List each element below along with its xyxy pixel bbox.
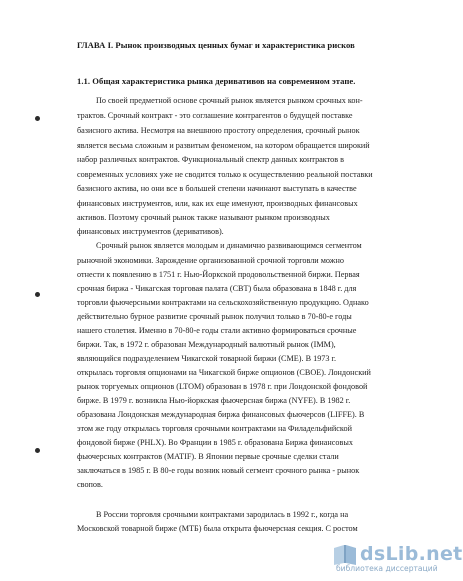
margin-dot-mark bbox=[35, 448, 40, 453]
text-line: Срочный рынок является молодым и динамично развивающимся сегментом bbox=[96, 241, 362, 250]
text-line: трактов. Срочный контракт - это соглашение контрагентов о будущей поставке bbox=[77, 111, 353, 120]
text-line: являющийся подразделением Чикагской товарной биржи (CME). В 1973 г. bbox=[77, 354, 337, 363]
text-line: По своей предметной основе срочный рынок является рынком срочных кон- bbox=[96, 96, 363, 105]
margin-dot-mark bbox=[35, 116, 40, 121]
text-line: фондовой бирже (PHLX). Во Франции в 1985 г. образована Биржа финансовых bbox=[77, 438, 353, 447]
text-line: бирже. В 1979 г. возникла Нью-йоркская фьючерсная биржа (NYFE). В 1982 г. bbox=[77, 396, 351, 405]
text-line: рыночной экономики. Зарождение организованной срочной торговли можно bbox=[77, 256, 344, 265]
watermark-site: dsLib.net bbox=[360, 543, 463, 565]
text-line: базисного актива. Несмотря на внешнюю простоту определения, срочный рынок bbox=[77, 126, 360, 135]
text-line: нашего столетия. Именно в 70-80-е годы стали активно формироваться срочные bbox=[77, 326, 357, 335]
text-line: современных условиях уже не сводится только к осуществлению реальной поставки bbox=[77, 170, 373, 179]
watermark bbox=[330, 541, 463, 575]
section-heading: 1.1. Общая характеристика рынка деривативов на современном этапе. bbox=[77, 76, 356, 86]
margin-dot-mark bbox=[35, 292, 40, 297]
text-line: биржи. Так, в 1972 г. образован Международный валютный рынок (IMM), bbox=[77, 340, 336, 349]
text-line: рынок торгуемых опционов (LTOM) образован в 1978 г. при Лондонской фондовой bbox=[77, 382, 368, 391]
text-line: торговли фьючерсными контрактами на сельскохозяйственную продукцию. Однако bbox=[77, 298, 369, 307]
text-line: финансовых инструментов (деривативов). bbox=[77, 227, 224, 236]
text-line: В России торговля срочными контрактами зародилась в 1992 г., когда на bbox=[96, 510, 349, 519]
text-line: базисного актива, но они все в большей степени начинают выступать в качестве bbox=[77, 184, 357, 193]
text-line: набор различных контрактов. Функциональный спектр данных контрактов в bbox=[77, 155, 345, 164]
text-line: отнести к появлению в 1751 г. Нью-Йоркской продовольственной биржи. Первая bbox=[77, 270, 360, 279]
text-line: этом же году открылась торговля срочными контрактами на Филадельфийской bbox=[77, 424, 352, 433]
text-line: фьючерсных контрактов (MATIF). В Японии первые срочные сделки стали bbox=[77, 452, 339, 461]
text-line: действительно бурное развитие срочный рынок получил только в 70-80-е годы bbox=[77, 312, 352, 321]
text-line: образована Лондонская международная биржа финансовых фьючерсов (LIFFE). В bbox=[77, 410, 365, 419]
text-line: срочная биржа - Чикагская торговая палата (CBT) была образована в 1848 г. для bbox=[77, 284, 357, 293]
text-line: является весьма сложным и развитым феноменом, на котором обращается широкий bbox=[77, 141, 370, 150]
chapter-heading: ГЛАВА I. Рынок производных ценных бумаг и характеристика рисков bbox=[77, 40, 355, 50]
text-line: свопов. bbox=[77, 480, 103, 489]
text-line: открылась торговля опционами на Чикагской бирже опционов (CBOE). Лондонский bbox=[77, 368, 371, 377]
text-line: Московской товарной бирже (МТБ) была открыта фьючерсная секция. С ростом bbox=[77, 524, 358, 533]
watermark-tagline: библиотека диссертаций bbox=[336, 564, 438, 573]
text-line: заключаться в 1985 г. В 80-е годы возник новый сегмент срочного рынка - рынок bbox=[77, 466, 360, 475]
text-line: активов. Поэтому срочный рынок также называют рынком производных bbox=[77, 213, 330, 222]
text-line: финансовых инструментов, или, как их еще именуют, производных финансовых bbox=[77, 199, 358, 208]
